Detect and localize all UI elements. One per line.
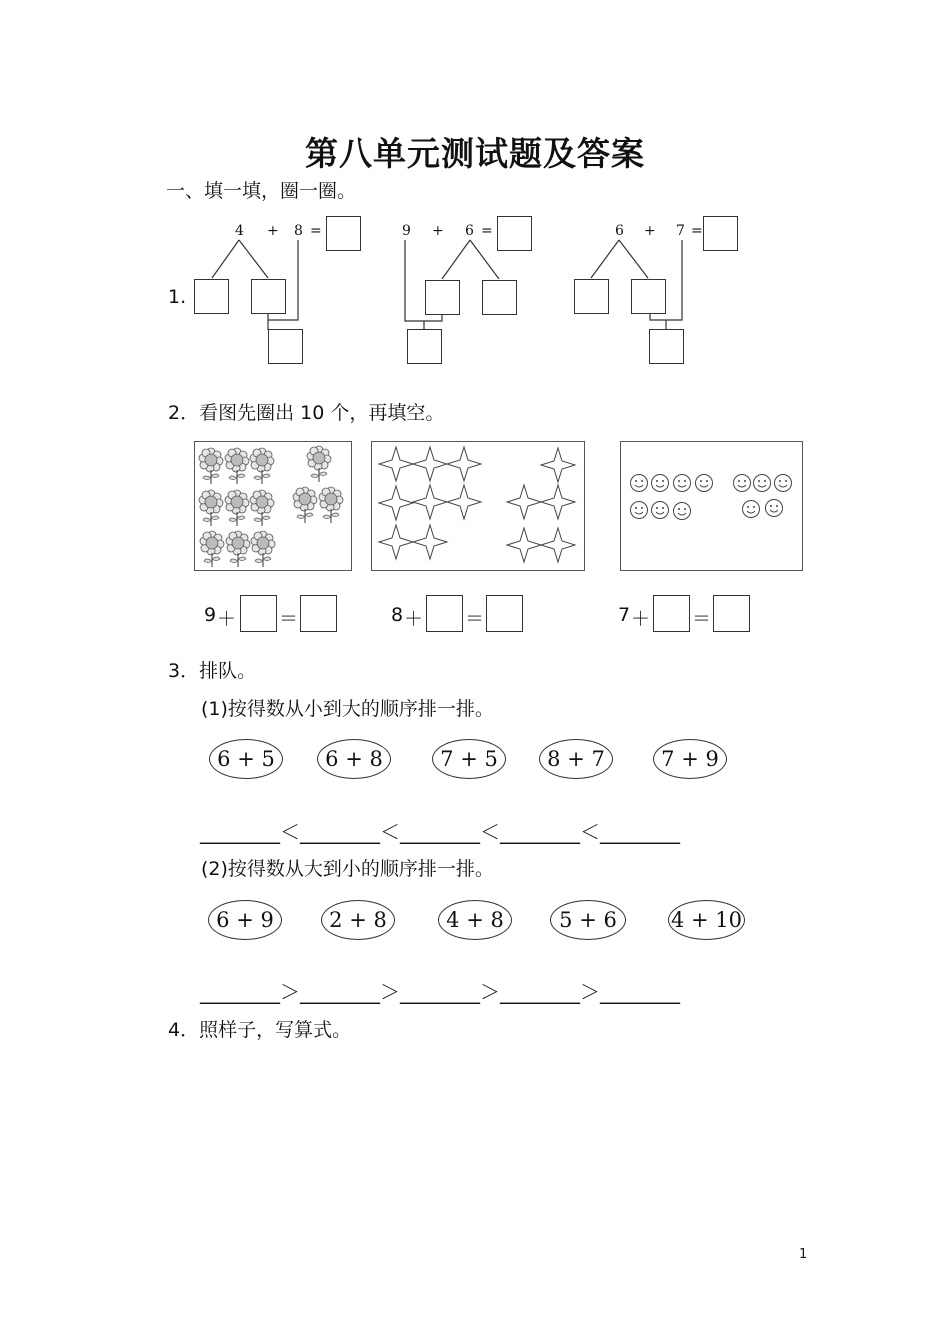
q3-part1-expression: 8 + 7 [539, 739, 613, 779]
q1-p2-equals: = [481, 223, 493, 239]
q2-eq1-plus: ＋ [217, 608, 237, 630]
q3-part2-expression: 4 + 10 [668, 900, 745, 940]
q1-p3-sum-box[interactable] [703, 216, 738, 251]
q1-p1-addend-a: 4 [235, 223, 244, 239]
q1-p1-split-box-right[interactable] [251, 279, 286, 314]
q1-p2-plus: + [432, 223, 444, 239]
q3-part2-expression: 5 + 6 [550, 900, 626, 940]
q3-part2-expression: 6 + 9 [208, 900, 282, 940]
question-1-number: 1. [168, 286, 187, 308]
q1-p1-split-box-left[interactable] [194, 279, 229, 314]
sunflower-icons [195, 442, 353, 572]
page-number: 1 [799, 1247, 808, 1262]
q2-eq2-sum-box[interactable] [486, 595, 523, 632]
q3-part1-expression: 7 + 5 [432, 739, 506, 779]
q2-eq2-equals: ＝ [465, 608, 485, 630]
q1-p1-addend-b: 8 [294, 223, 303, 239]
q3-part2-expression: 4 + 8 [438, 900, 512, 940]
q3-part1-expression: 7 + 9 [653, 739, 727, 779]
q2-eq2-plus: ＋ [404, 608, 424, 630]
q2-eq1-sum-box[interactable] [300, 595, 337, 632]
q1-p1-sum-box[interactable] [326, 216, 361, 251]
q3-part2-answer-line[interactable]: ________＞________＞________＞________＞________ [200, 980, 680, 1004]
q3-part1-expression: 6 + 5 [209, 739, 283, 779]
q2-eq2-start: 8 [391, 604, 404, 626]
star-picture [371, 441, 585, 571]
q1-p3-ten-box[interactable] [649, 329, 684, 364]
question-1-connector-lines [0, 0, 950, 400]
question-3-prompt: 3．排队。 [168, 660, 257, 682]
q2-eq3-plus: ＋ [631, 608, 651, 630]
q1-p3-plus: + [644, 223, 656, 239]
star-icons [372, 442, 586, 572]
q1-p1-plus: + [267, 223, 279, 239]
question-2-prompt: 2．看图先圈出 10 个，再填空。 [168, 402, 445, 424]
q2-eq3-sum-box[interactable] [713, 595, 750, 632]
smiley-picture [620, 441, 803, 571]
q3-part2-instruction: (2)按得数从大到小的顺序排一排。 [201, 858, 494, 880]
q2-eq3-start: 7 [618, 604, 631, 626]
q3-part1-answer-line[interactable]: ________＜________＜________＜________＜________ [200, 820, 680, 844]
q2-eq1-equals: ＝ [279, 608, 299, 630]
q2-eq3-equals: ＝ [692, 608, 712, 630]
q1-p2-addend-a: 9 [402, 223, 411, 239]
q3-part1-expression: 6 + 8 [317, 739, 391, 779]
page-title: 第八单元测试题及答案 [305, 134, 645, 173]
q1-p3-addend-b: 7 [676, 223, 685, 239]
q1-p3-split-box-left[interactable] [574, 279, 609, 314]
q2-eq3-addend-box[interactable] [653, 595, 690, 632]
q1-p2-split-box-right[interactable] [482, 280, 517, 315]
q2-eq1-start: 9 [204, 604, 217, 626]
smiley-icons [621, 442, 804, 572]
q1-p1-equals: = [310, 223, 322, 239]
q2-eq1-addend-box[interactable] [240, 595, 277, 632]
q1-p2-split-box-left[interactable] [425, 280, 460, 315]
q1-p2-addend-b: 6 [465, 223, 474, 239]
q3-part1-instruction: (1)按得数从小到大的顺序排一排。 [201, 698, 494, 720]
q1-p3-equals: = [691, 223, 703, 239]
q1-p3-addend-a: 6 [615, 223, 624, 239]
q2-eq2-addend-box[interactable] [426, 595, 463, 632]
q1-p2-sum-box[interactable] [497, 216, 532, 251]
question-4-prompt: 4．照样子，写算式。 [168, 1019, 352, 1041]
q1-p3-split-box-right[interactable] [631, 279, 666, 314]
q3-part2-expression: 2 + 8 [321, 900, 395, 940]
sunflower-picture [194, 441, 352, 571]
q1-p1-ten-box[interactable] [268, 329, 303, 364]
section-heading: 一、填一填，圈一圈。 [166, 180, 357, 202]
q1-p2-ten-box[interactable] [407, 329, 442, 364]
